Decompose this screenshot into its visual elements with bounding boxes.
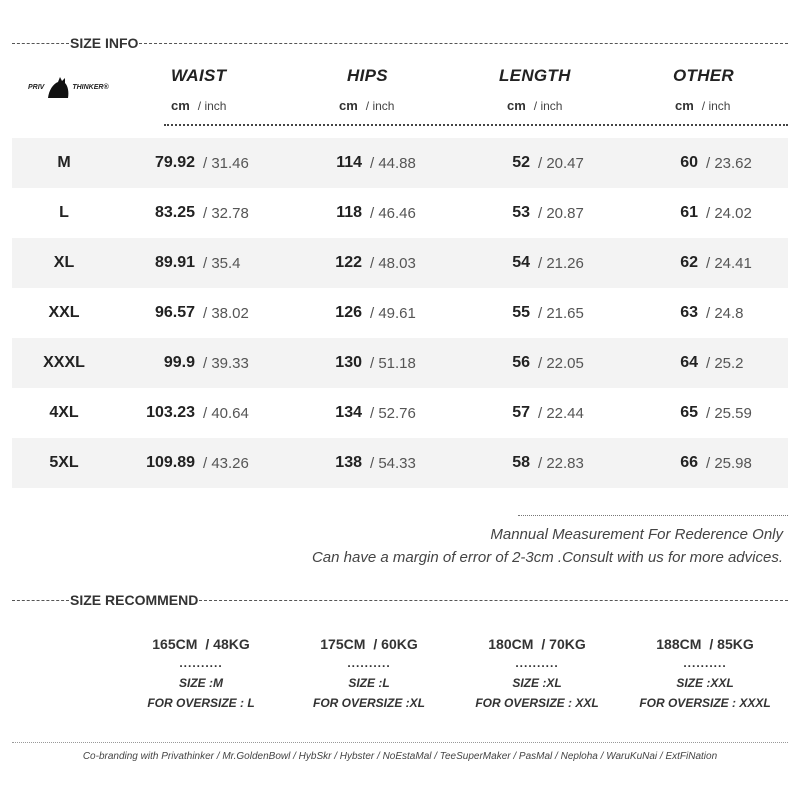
rec-dots: .......... xyxy=(683,656,727,670)
table-row xyxy=(12,438,788,488)
cm-value: 55 xyxy=(512,304,530,321)
inch-value: / 35.4 xyxy=(203,254,241,272)
rec-dots: .......... xyxy=(179,656,223,670)
table-row xyxy=(12,388,788,438)
size-label: 4XL xyxy=(49,404,79,421)
cm-value: 126 xyxy=(335,304,362,321)
cm-value: 57 xyxy=(512,404,530,421)
cm-value: 134 xyxy=(335,404,362,421)
footer-divider xyxy=(12,742,788,743)
rec-height: 180CM xyxy=(488,636,534,652)
inch-value: / 31.46 xyxy=(203,154,249,172)
rec-weight: / 70KG xyxy=(541,636,586,652)
cat-icon xyxy=(45,74,71,100)
inch-value: / 54.33 xyxy=(370,454,416,472)
cm-value: 99.9 xyxy=(163,354,195,371)
size-label: 5XL xyxy=(49,454,79,471)
inch-value: / 24.41 xyxy=(706,254,752,272)
brand-logo xyxy=(28,72,128,102)
rec-weight: / 60KG xyxy=(373,636,418,652)
inch-value: / 24.02 xyxy=(706,204,752,222)
inch-value: / 21.65 xyxy=(538,304,584,322)
inch-value: / 22.83 xyxy=(538,454,584,472)
cm-value: 89.91 xyxy=(154,254,195,271)
unit-inch: / inch xyxy=(533,99,563,113)
table-row xyxy=(12,188,788,238)
inch-value: / 20.47 xyxy=(538,154,584,172)
inch-value: / 24.8 xyxy=(706,304,744,322)
column-header-other xyxy=(673,66,800,113)
inch-value: / 51.18 xyxy=(370,354,416,372)
unit-inch: / inch xyxy=(701,99,731,113)
inch-value: / 52.76 xyxy=(370,404,416,422)
inch-value: / 40.64 xyxy=(203,404,249,422)
size-info-header xyxy=(12,33,788,53)
cm-value: 63 xyxy=(680,304,698,321)
rec-size: SIZE :M xyxy=(179,676,223,690)
inch-value: / 32.78 xyxy=(203,204,249,222)
recommendation-item xyxy=(284,636,454,710)
cm-value: 103.23 xyxy=(146,404,195,421)
table-row xyxy=(12,288,788,338)
rec-oversize: FOR OVERSIZE : L xyxy=(147,696,255,710)
rec-height: 188CM xyxy=(656,636,702,652)
inch-value: / 43.26 xyxy=(203,454,249,472)
rec-size: SIZE :XXL xyxy=(676,676,734,690)
cm-value: 66 xyxy=(680,454,698,471)
inch-value: / 21.26 xyxy=(538,254,584,272)
rec-oversize: FOR OVERSIZE : XXXL xyxy=(639,696,771,710)
logo-text-left: PRIV xyxy=(28,83,45,91)
cm-value: 138 xyxy=(335,454,362,471)
inch-value: / 25.98 xyxy=(706,454,752,472)
column-name: HIPS xyxy=(347,66,388,85)
cm-value: 79.92 xyxy=(154,154,195,171)
cm-value: 109.89 xyxy=(146,454,195,471)
column-name: WAIST xyxy=(171,66,227,85)
rec-height: 175CM xyxy=(320,636,366,652)
column-name: LENGTH xyxy=(499,66,571,85)
rec-oversize: FOR OVERSIZE : XXL xyxy=(475,696,599,710)
size-label: M xyxy=(57,154,71,171)
cm-value: 60 xyxy=(680,154,698,171)
logo-text-right: THINKER® xyxy=(72,83,109,91)
cm-value: 118 xyxy=(336,204,362,221)
column-header-length xyxy=(499,66,649,113)
column-name: OTHER xyxy=(673,66,734,85)
unit-inch: / inch xyxy=(197,99,227,113)
inch-value: / 39.33 xyxy=(203,354,249,372)
divider xyxy=(199,600,788,601)
recommendation-item xyxy=(452,636,622,710)
measurement-note: Mannual Measurement For Rederence Only xyxy=(490,526,783,543)
rec-size: SIZE :L xyxy=(348,676,390,690)
cm-value: 65 xyxy=(680,404,698,421)
co-branding-footer: Co-branding with Privathinker / Mr.GoldenBowl / HybSkr / Hybster / NoEstaMal / TeeSuperMaker / PasMal / Neploha / WaruKuNai / ExtFiNation xyxy=(82,751,718,762)
rec-weight: / 85KG xyxy=(709,636,754,652)
unit-cm: cm xyxy=(675,98,694,113)
cm-value: 61 xyxy=(680,204,698,221)
size-label: XXXL xyxy=(43,354,85,371)
inch-value: / 25.2 xyxy=(706,354,744,372)
table-row xyxy=(12,338,788,388)
cm-value: 114 xyxy=(336,154,362,171)
unit-cm: cm xyxy=(171,98,190,113)
cm-value: 130 xyxy=(335,354,362,371)
inch-value: / 23.62 xyxy=(706,154,752,172)
column-header-hips xyxy=(339,66,489,113)
cm-value: 64 xyxy=(680,354,698,371)
size-recommend-header xyxy=(12,590,788,610)
size-recommend-title: SIZE RECOMMEND xyxy=(70,592,199,608)
rec-dots: .......... xyxy=(347,656,391,670)
size-label: L xyxy=(59,204,69,221)
divider xyxy=(139,43,788,44)
inch-value: / 48.03 xyxy=(370,254,416,272)
note-divider xyxy=(518,515,788,516)
size-info-title: SIZE INFO xyxy=(70,35,139,51)
rec-oversize: FOR OVERSIZE :XL xyxy=(312,696,425,710)
cm-value: 83.25 xyxy=(154,204,195,221)
unit-cm: cm xyxy=(507,98,526,113)
error-margin-note: Can have a margin of error of 2-3cm .Consult with us for more advices. xyxy=(311,549,783,566)
rec-height: 165CM xyxy=(152,636,198,652)
cm-value: 62 xyxy=(680,254,698,271)
inch-value: / 46.46 xyxy=(370,204,416,222)
inch-value: / 22.44 xyxy=(538,404,584,422)
rec-weight: / 48KG xyxy=(205,636,250,652)
cm-value: 54 xyxy=(512,254,530,271)
inch-value: / 38.02 xyxy=(203,304,249,322)
inch-value: / 25.59 xyxy=(706,404,752,422)
table-row xyxy=(12,238,788,288)
inch-value: / 22.05 xyxy=(538,354,584,372)
inch-value: / 49.61 xyxy=(370,304,416,322)
recommendation-item xyxy=(620,636,790,710)
inch-value: / 20.87 xyxy=(538,204,584,222)
unit-cm: cm xyxy=(339,98,358,113)
cm-value: 122 xyxy=(335,254,362,271)
unit-inch: / inch xyxy=(365,99,395,113)
cm-value: 56 xyxy=(512,354,530,371)
column-header-waist xyxy=(171,66,321,113)
rec-dots: .......... xyxy=(515,656,559,670)
recommendation-item xyxy=(116,636,286,710)
inch-value: / 44.88 xyxy=(370,154,416,172)
rec-size: SIZE :XL xyxy=(512,676,562,690)
size-label: XL xyxy=(53,254,75,271)
cm-value: 58 xyxy=(512,454,530,471)
cm-value: 53 xyxy=(512,204,530,221)
divider xyxy=(12,600,69,601)
table-row xyxy=(12,138,788,188)
divider xyxy=(12,43,69,44)
header-divider xyxy=(164,124,788,126)
cm-value: 52 xyxy=(512,154,530,171)
cm-value: 96.57 xyxy=(154,304,195,321)
size-label: XXL xyxy=(48,304,80,321)
